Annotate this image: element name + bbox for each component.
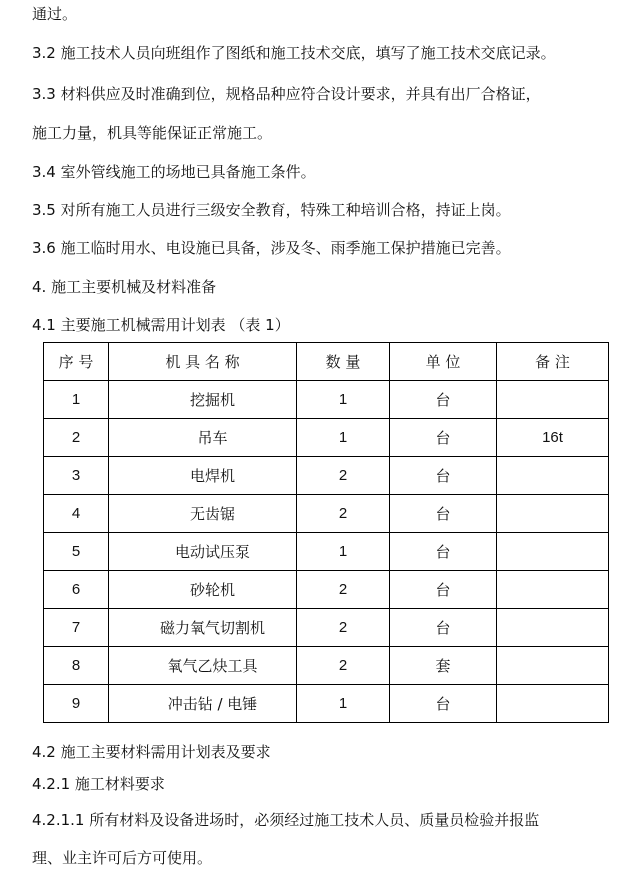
cell-name: 吊车 (109, 419, 297, 457)
cell-name: 氧气乙炔工具 (109, 647, 297, 685)
table-row (44, 381, 609, 419)
cell-index: 5 (44, 533, 109, 571)
table-row (44, 533, 609, 571)
paragraph-continuation: 通过。 (32, 5, 78, 23)
cell-unit: 台 (390, 571, 497, 609)
table-row (44, 571, 609, 609)
cell-quantity: 1 (297, 533, 390, 571)
cell-unit: 套 (390, 647, 497, 685)
paragraph-3-5: 3.5 对所有施工人员进行三级安全教育，特殊工种培训合格，持证上岗。 (32, 201, 511, 219)
paragraph-3-6: 3.6 施工临时用水、电设施已具备，涉及冬、雨季施工保护措施已完善。 (32, 239, 511, 257)
cell-quantity: 1 (297, 685, 390, 723)
paragraph-3-3-line2: 施工力量，机具等能保证正常施工。 (32, 124, 273, 142)
cell-name: 砂轮机 (109, 571, 297, 609)
header-remark: 备 注 (497, 343, 609, 381)
cell-quantity: 2 (297, 457, 390, 495)
cell-unit: 台 (390, 609, 497, 647)
cell-quantity: 2 (297, 647, 390, 685)
cell-index: 9 (44, 685, 109, 723)
header-quantity: 数 量 (297, 343, 390, 381)
paragraph-4-2-1-1-line1: 4.2.1.1 所有材料及设备进场时，必须经过施工技术人员、质量员检验并报监 (32, 811, 540, 829)
cell-remark (497, 647, 609, 685)
paragraph-3-4: 3.4 室外管线施工的场地已具备施工条件。 (32, 163, 316, 181)
cell-index: 6 (44, 571, 109, 609)
table-row (44, 495, 609, 533)
cell-remark (497, 533, 609, 571)
cell-remark (497, 495, 609, 533)
paragraph-4-2-1-1-line2: 理、业主许可后方可使用。 (32, 849, 213, 867)
paragraph-3-2: 3.2 施工技术人员向班组作了图纸和施工技术交底，填写了施工技术交底记录。 (32, 44, 556, 62)
cell-name: 挖掘机 (109, 381, 297, 419)
heading-4-2: 4.2 施工主要材料需用计划表及要求 (32, 743, 271, 761)
cell-remark: 16t (497, 419, 609, 457)
table-row (44, 685, 609, 723)
header-index: 序 号 (44, 343, 109, 381)
cell-remark (497, 609, 609, 647)
heading-4-1: 4.1 主要施工机械需用计划表 （表 1） (32, 316, 290, 334)
cell-index: 3 (44, 457, 109, 495)
cell-unit: 台 (390, 381, 497, 419)
cell-name: 磁力氧气切割机 (109, 609, 297, 647)
header-name: 机 具 名 称 (109, 343, 297, 381)
table-row (44, 457, 609, 495)
cell-index: 2 (44, 419, 109, 457)
cell-remark (497, 381, 609, 419)
cell-remark (497, 457, 609, 495)
cell-unit: 台 (390, 495, 497, 533)
cell-quantity: 2 (297, 571, 390, 609)
cell-unit: 台 (390, 685, 497, 723)
cell-index: 8 (44, 647, 109, 685)
cell-name: 无齿锯 (109, 495, 297, 533)
cell-name: 电焊机 (109, 457, 297, 495)
table-row (44, 419, 609, 457)
cell-quantity: 2 (297, 609, 390, 647)
table-row (44, 609, 609, 647)
equipment-table (43, 342, 609, 723)
cell-quantity: 1 (297, 419, 390, 457)
heading-4-2-1: 4.2.1 施工材料要求 (32, 775, 165, 793)
cell-quantity: 1 (297, 381, 390, 419)
paragraph-3-3-line1: 3.3 材料供应及时准确到位，规格品种应符合设计要求，并具有出厂合格证， (32, 85, 541, 103)
table-header-row (44, 343, 609, 381)
heading-4: 4. 施工主要机械及材料准备 (32, 278, 217, 296)
cell-quantity: 2 (297, 495, 390, 533)
cell-index: 4 (44, 495, 109, 533)
cell-index: 7 (44, 609, 109, 647)
cell-remark (497, 571, 609, 609)
cell-unit: 台 (390, 419, 497, 457)
cell-index: 1 (44, 381, 109, 419)
cell-unit: 台 (390, 533, 497, 571)
cell-name: 冲击钻 / 电锤 (109, 685, 297, 723)
table-row (44, 647, 609, 685)
cell-unit: 台 (390, 457, 497, 495)
header-unit: 单 位 (390, 343, 497, 381)
cell-name: 电动试压泵 (109, 533, 297, 571)
cell-remark (497, 685, 609, 723)
